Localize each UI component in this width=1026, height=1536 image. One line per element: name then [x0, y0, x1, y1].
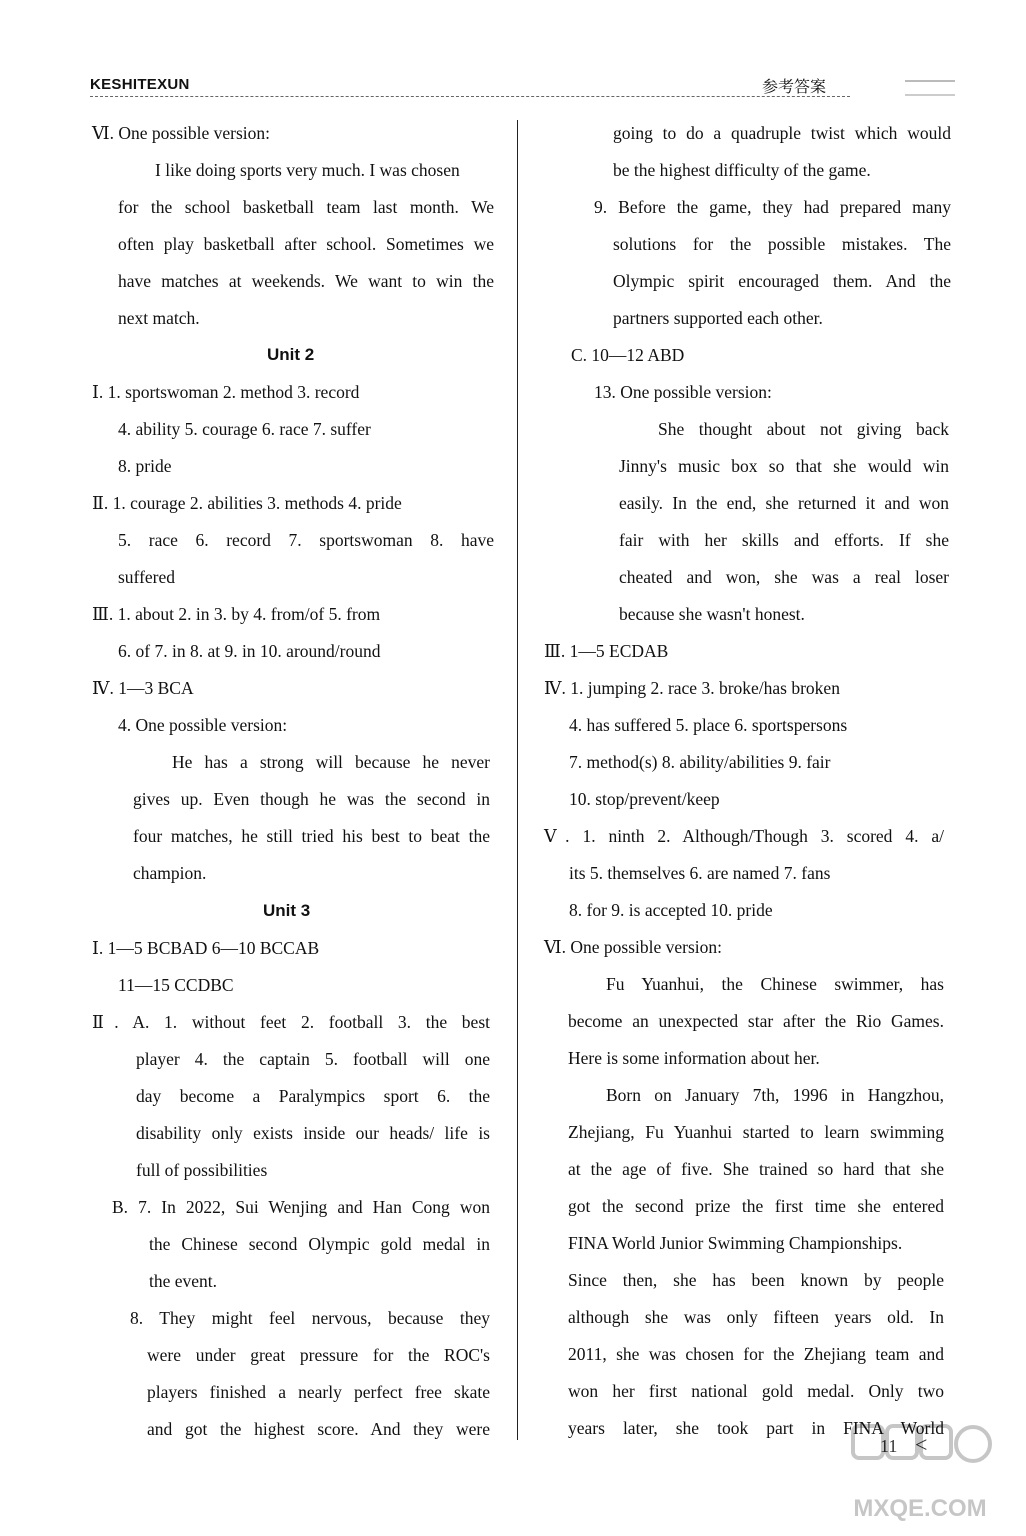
answer-line: next match.: [118, 308, 200, 328]
answer-line: suffered: [118, 567, 176, 587]
answer-line: 8. for 9. is accepted 10. pride: [569, 900, 773, 920]
answer-line: its 5. themselves 6. are named 7. fans: [569, 863, 831, 883]
header-decoration: [905, 80, 955, 96]
answer-line: 10. stop/prevent/keep: [569, 789, 720, 809]
answer-line: for the school basketball team last month. We: [118, 197, 494, 217]
watermark-text: MXQE.COM: [853, 1495, 987, 1522]
answer-line: day become a Paralympics sport 6. the: [136, 1086, 490, 1106]
answer-line: got the second prize the first time she entered: [568, 1196, 944, 1216]
answer-line: Ⅰ. 1. sportswoman 2. method 3. record: [92, 382, 360, 402]
unit-heading: Unit 2: [267, 345, 315, 364]
answer-line: Olympic spirit encouraged them. And the: [613, 271, 951, 291]
answer-line: Fu Yuanhui, the Chinese swimmer, has: [606, 974, 944, 994]
answer-line: disability only exists inside our heads/ life is: [136, 1123, 490, 1143]
answer-line: going to do a quadruple twist which would: [613, 123, 951, 143]
answer-line: 8. pride: [118, 456, 172, 476]
answer-line: because she wasn't honest.: [619, 604, 805, 624]
unit-heading: Unit 3: [263, 901, 311, 920]
answer-line: 4. has suffered 5. place 6. sportspersons: [569, 715, 848, 735]
answer-line: Ⅱ. A. 1. without feet 2. football 3. the best: [92, 1012, 490, 1032]
answer-line: Ⅴ. 1. ninth 2. Although/Though 3. scored 4. a/: [544, 826, 944, 846]
answer-line: champion.: [133, 863, 207, 883]
answer-line: cheated and won, she was a real loser: [619, 567, 949, 587]
answer-line: the Chinese second Olympic gold medal in: [149, 1234, 490, 1254]
answer-line: full of possibilities: [136, 1160, 268, 1180]
section-heading: Ⅵ. One possible version:: [92, 123, 270, 143]
answer-line: easily. In the end, she returned it and won: [619, 493, 949, 513]
answer-line: 11—15 CCDBC: [118, 975, 234, 995]
answer-line: fair with her skills and efforts. If she: [619, 530, 949, 550]
answer-line: 4. One possible version:: [118, 715, 288, 735]
answer-line: gives up. Even though he was the second in: [133, 789, 490, 809]
answer-line: years later, she took part in FINA World: [568, 1418, 944, 1438]
answer-line: Zhejiang, Fu Yuanhui started to learn swimming: [568, 1122, 944, 1142]
page-number: 11: [880, 1436, 898, 1456]
answer-line: partners supported each other.: [613, 308, 823, 328]
answer-line: C. 10—12 ABD: [571, 345, 685, 365]
answer-line: Here is some information about her.: [568, 1048, 820, 1068]
answer-line: 6. of 7. in 8. at 9. in 10. around/round: [118, 641, 381, 661]
answer-line: have matches at weekends. We want to win the: [118, 271, 494, 291]
answer-line: become an unexpected star after the Rio Games.: [568, 1011, 944, 1031]
answer-line: although she was only fifteen years old. In: [568, 1307, 944, 1327]
answer-line: be the highest difficulty of the game.: [613, 160, 871, 180]
answer-line: Ⅰ. 1—5 BCBAD 6—10 BCCAB: [92, 938, 320, 958]
answer-line: Since then, she has been known by people: [568, 1270, 944, 1290]
answer-line: often play basketball after school. Sometimes we: [118, 234, 494, 254]
answer-line: the event.: [149, 1271, 218, 1291]
answer-line: won her first national gold medal. Only two: [568, 1381, 944, 1401]
answer-line: 7. method(s) 8. ability/abilities 9. fair: [569, 752, 831, 772]
answer-line: Ⅳ. 1. jumping 2. race 3. broke/has broken: [544, 678, 840, 698]
answer-line: 5. race 6. record 7. sportswoman 8. have: [118, 530, 494, 550]
answer-line: player 4. the captain 5. football will one: [136, 1049, 490, 1069]
answer-line: were under great pressure for the ROC's: [147, 1345, 490, 1365]
answer-line: Ⅲ. 1. about 2. in 3. by 4. from/of 5. from: [92, 604, 381, 624]
answer-line: He has a strong will because he never: [172, 752, 490, 772]
header-series: KESHITEXUN: [90, 76, 190, 93]
watermark-logo: [845, 1418, 995, 1528]
header-section-title: 参考答案: [762, 77, 827, 96]
answer-line: and got the highest score. And they were: [147, 1419, 490, 1439]
answer-line: I like doing sports very much. I was chosen: [155, 160, 460, 180]
answer-line: Ⅱ. 1. courage 2. abilities 3. methods 4. pride: [92, 493, 402, 513]
answer-line: FINA World Junior Swimming Championships.: [568, 1233, 903, 1253]
answer-line: four matches, he still tried his best to beat the: [133, 826, 490, 846]
answer-line: 4. ability 5. courage 6. race 7. suffer: [118, 419, 371, 439]
answer-line: at the age of five. She trained so hard that she: [568, 1159, 944, 1179]
page-arrow-icon: <: [915, 1432, 928, 1457]
answer-line: solutions for the possible mistakes. The: [613, 234, 951, 254]
answer-line: B. 7. In 2022, Sui Wenjing and Han Cong won: [112, 1197, 490, 1217]
answer-line: Born on January 7th, 1996 in Hangzhou,: [606, 1085, 944, 1105]
answer-line: She thought about not giving back: [658, 419, 949, 439]
answer-line: Ⅲ. 1—5 ECDAB: [544, 641, 669, 661]
answer-line: 9. Before the game, they had prepared many: [594, 197, 951, 217]
section-heading: Ⅵ. One possible version:: [544, 937, 722, 957]
header-divider: [90, 96, 850, 97]
column-divider: [517, 120, 518, 1440]
answer-line: players finished a nearly perfect free skate: [147, 1382, 490, 1402]
answer-line: Jinny's music box so that she would win: [619, 456, 949, 476]
answer-line: 8. They might feel nervous, because they: [130, 1308, 490, 1328]
answer-line: 13. One possible version:: [594, 382, 772, 402]
answer-line: 2011, she was chosen for the Zhejiang team and: [568, 1344, 944, 1364]
answer-line: Ⅳ. 1—3 BCA: [92, 678, 194, 698]
